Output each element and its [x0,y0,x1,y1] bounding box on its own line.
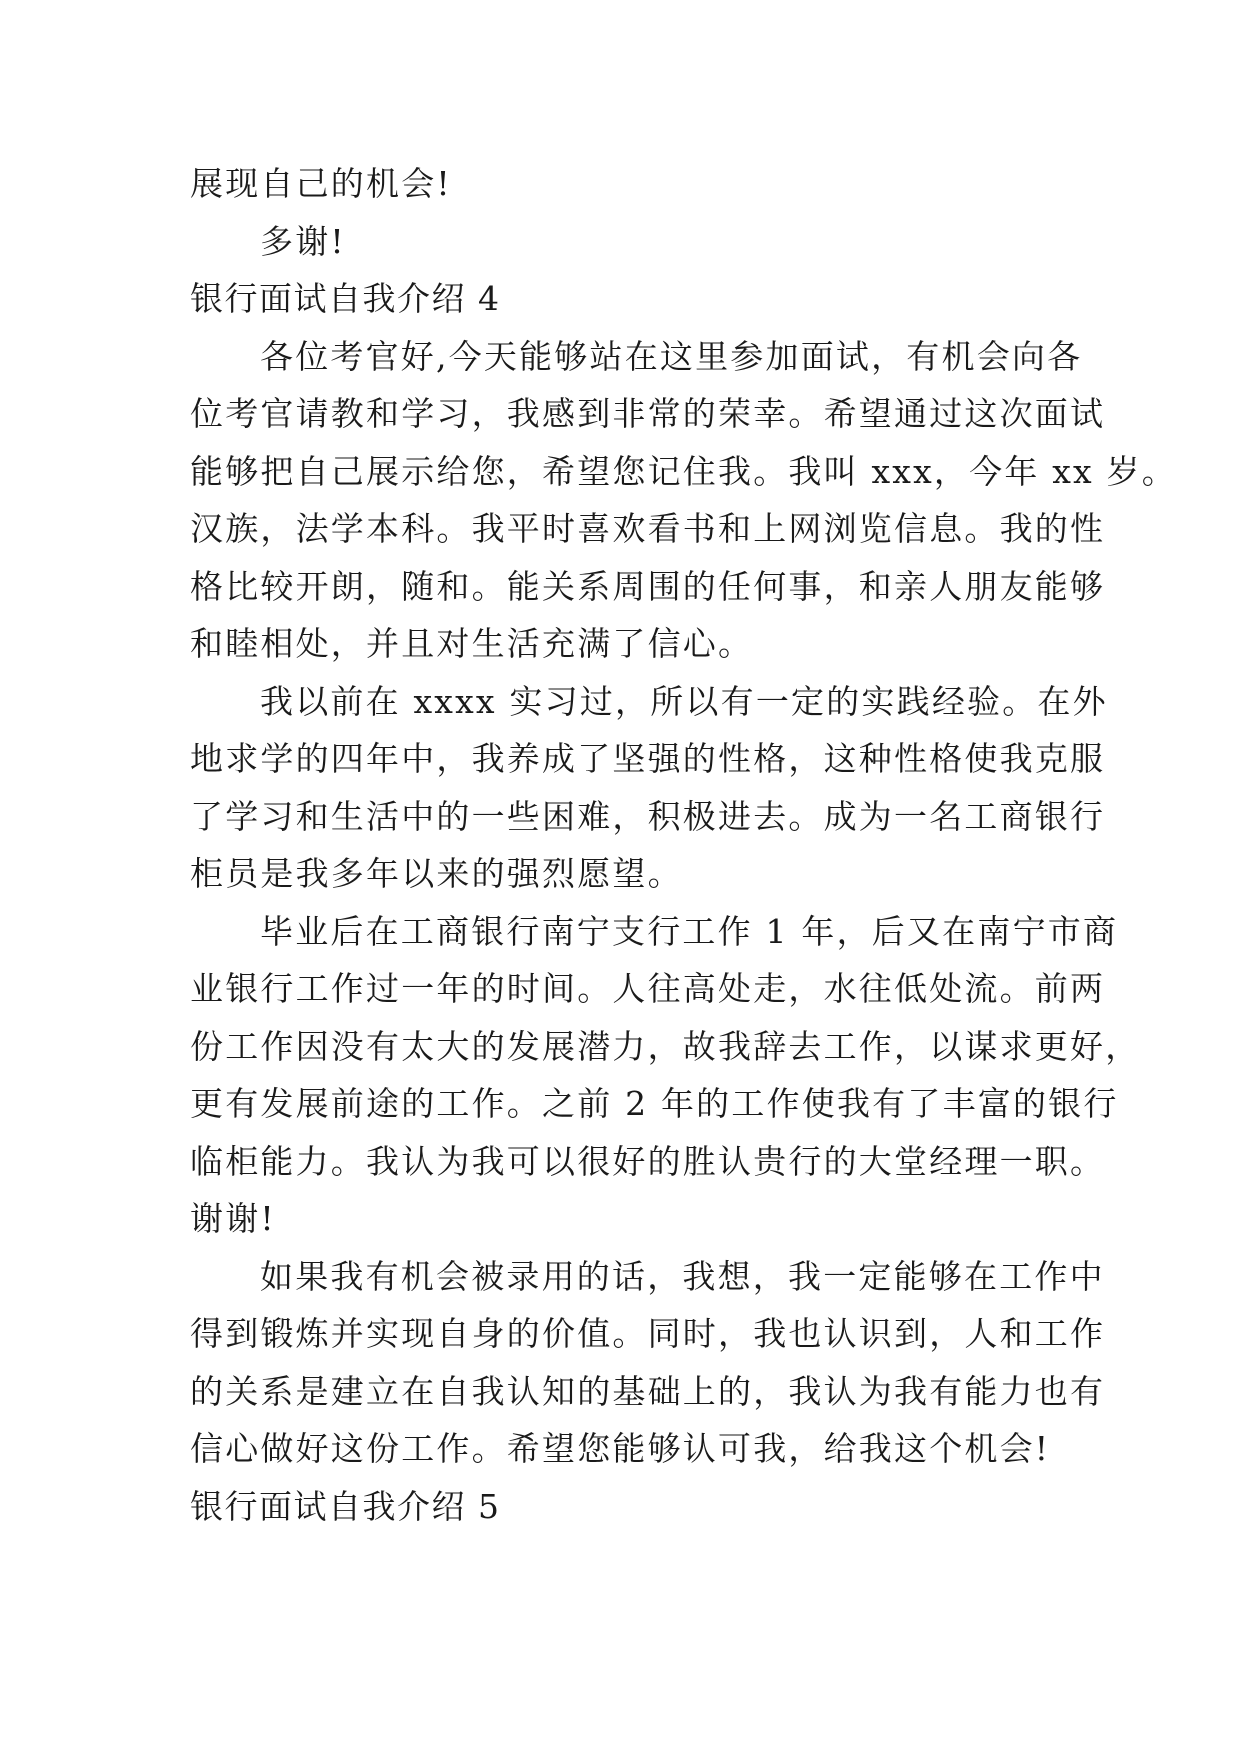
paragraph-line: 我以前在 xxxx 实习过，所以有一定的实践经验。在外 [260,681,1108,721]
text-line: 展现自己的机会! [190,164,452,203]
paragraph-line: 和睦相处，并且对生活充满了信心。 [190,624,754,663]
paragraph-line: 谢谢! [190,1199,276,1238]
paragraph-line: 毕业后在工商银行南宁支行工作 1 年，后又在南宁市商 [260,911,1119,951]
paragraph-line: 业银行工作过一年的时间。人往高处走，水往低处流。前两 [190,969,1106,1008]
paragraph-line: 信心做好这份工作。希望您能够认可我，给我这个机会! [190,1429,1051,1468]
paragraph-line: 如果我有机会被录用的话，我想，我一定能够在工作中 [260,1256,1105,1296]
document-body [190,155,1177,1535]
paragraph-line: 份工作因没有太大的发展潜力，故我辞去工作，以谋求更好， [190,1026,1141,1066]
paragraph-line: 地求学的四年中，我养成了坚强的性格，这种性格使我克服 [190,739,1106,778]
paragraph-line: 了学习和生活中的一些困难，积极进去。成为一名工商银行 [190,796,1106,836]
paragraph-line: 各位考官好,今天能够站在这里参加面试，有机会向各 [260,336,1083,376]
paragraph-line: 柜员是我多年以来的强烈愿望。 [190,854,683,893]
paragraph-line: 能够把自己展示给您，希望您记住我。我叫 xxx，今年 xx 岁。 [190,451,1177,491]
paragraph-line: 临柜能力。我认为我可以很好的胜认贵行的大堂经理一职。 [190,1141,1106,1181]
paragraph-line: 位考官请教和学习，我感到非常的荣幸。希望通过这次面试 [190,394,1106,433]
paragraph-line: 格比较开朗，随和。能关系周围的任何事，和亲人朋友能够 [190,566,1106,606]
paragraph-line: 汉族，法学本科。我平时喜欢看书和上网浏览信息。我的性 [190,509,1106,548]
paragraph-line: 的关系是建立在自我认知的基础上的，我认为我有能力也有 [190,1371,1106,1411]
text-line: 多谢! [260,221,346,261]
section-heading: 银行面试自我介绍 4 [190,279,501,318]
section-heading: 银行面试自我介绍 5 [190,1486,501,1526]
paragraph-line: 得到锻炼并实现自身的价值。同时，我也认识到，人和工作 [190,1314,1106,1353]
paragraph-line: 更有发展前途的工作。之前 2 年的工作使我有了丰富的银行 [190,1084,1119,1123]
